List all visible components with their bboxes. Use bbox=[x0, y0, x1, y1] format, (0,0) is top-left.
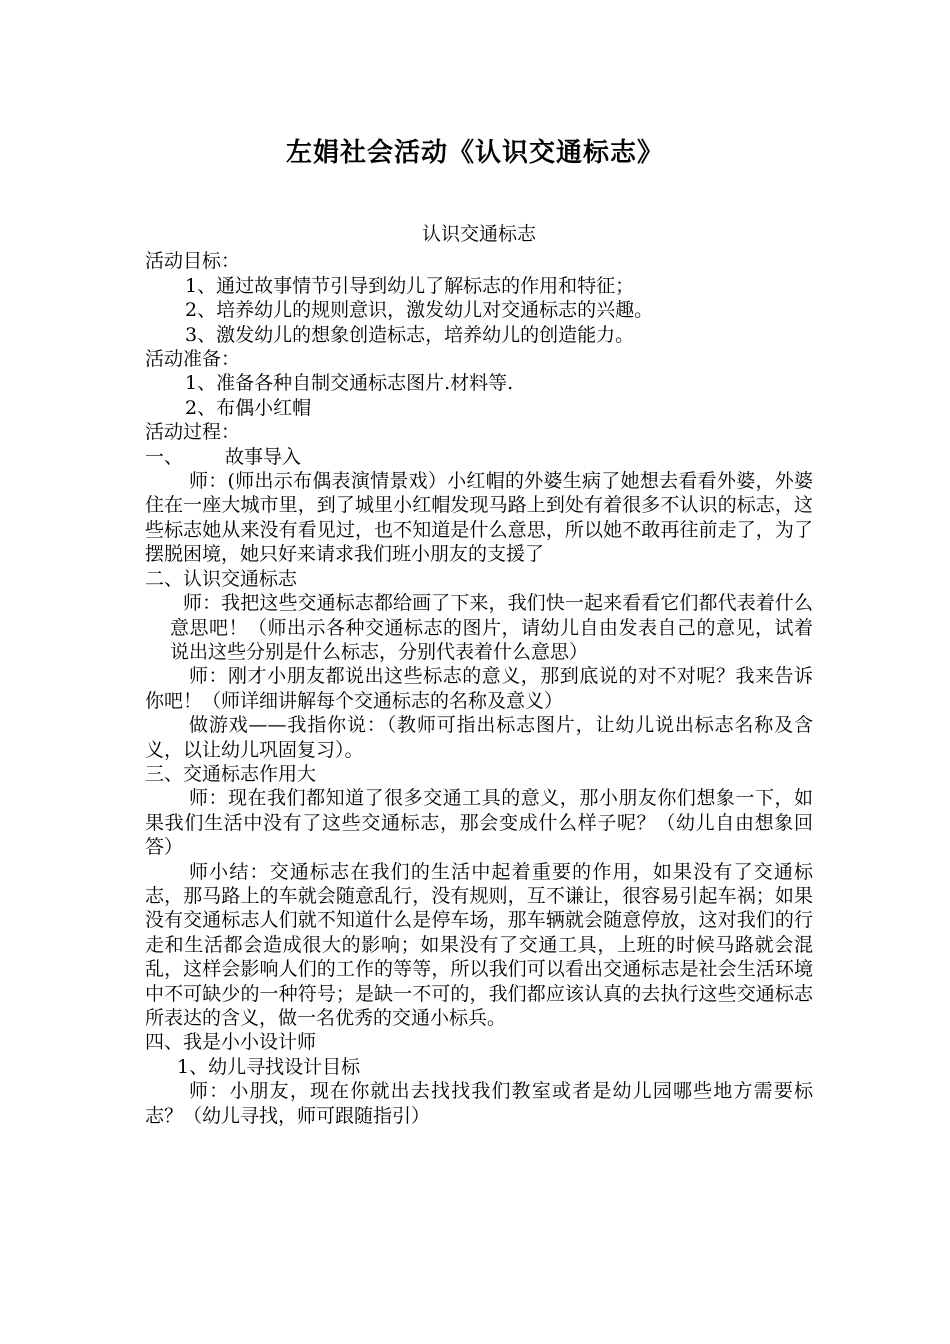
section-4-subheading: 1、幼儿寻找设计目标 bbox=[177, 1055, 361, 1078]
section-1-paragraph: 师：(师出示布偶表演情景戏）小红帽的外婆生病了她想去看看外婆，外婆住在一座大城市里，到了城里小红帽发现马路上到处有着很多不认识的标志，这些标志她从来没有看见过，也不知道是什么意思，所以她不敢再往前走了，为了摆脱困境，她只好来请求我们班小朋友的支援了 bbox=[145, 470, 813, 566]
process-heading: 活动过程： bbox=[145, 421, 241, 444]
section-1-heading bbox=[145, 445, 813, 469]
prep-item-1: 1、准备各种自制交通标志图片.材料等. bbox=[185, 372, 514, 395]
section-4-paragraph-1: 师：小朋友，现在你就出去找找我们教室或者是幼儿园哪些地方需要标志？（幼儿寻找，师可跟随指引） bbox=[145, 1080, 813, 1127]
section-1-title: 故事导入 bbox=[225, 445, 302, 468]
section-4-heading: 四、我是小小设计师 bbox=[145, 1031, 317, 1054]
document-title: 左娟社会活动《认识交通标志》 bbox=[285, 138, 664, 168]
document-subtitle: 认识交通标志 bbox=[421, 223, 536, 245]
section-2-paragraph-3: 做游戏——我指你说：（教师可指出标志图片，让幼儿说出标志名称及含义，以让幼儿巩固复习）。 bbox=[145, 714, 813, 761]
document-body bbox=[145, 222, 813, 1128]
section-2-paragraph-1: 师：我把这些交通标志都给画了下来，我们快一起来看看它们都代表着什么意思吧！（师出示各种交通标志的图片，请幼儿自由发表自己的意见，试着说出这些分别是什么标志，分别代表着什么意思） bbox=[170, 592, 813, 663]
section-2-paragraph-2: 师：刚才小朋友都说出这些标志的意义，那到底说的对不对呢？我来告诉你吧！（师详细讲解每个交通标志的名称及意义） bbox=[145, 665, 813, 712]
section-3-heading: 三、交通标志作用大 bbox=[145, 762, 317, 785]
goal-item-2: 2、培养幼儿的规则意识，激发幼儿对交通标志的兴趣。 bbox=[185, 299, 654, 322]
section-3-paragraph-2: 师小结：交通标志在我们的生活中起着重要的作用，如果没有了交通标志，那马路上的车就会随意乱行，没有规则，互不谦让，很容易引起车祸；如果没有交通标志人们就不知道什么是停车场，那车辆就会随意停放，这对我们的行走和生活都会造成很大的影响；如果没有了交通工具，上班的时候马路就会混乱，这样会影响人们的工作的等等，所以我们可以看出交通标志是社会生活环境中不可缺少的一种符号；是缺一不可的，我们都应该认真的去执行这些交通标志所表达的含义，做一名优秀的交通小标兵。 bbox=[145, 860, 813, 1029]
prep-item-2: 2、布偶小红帽 bbox=[185, 396, 312, 419]
goal-item-1: 1、通过故事情节引导到幼儿了解标志的作用和特征； bbox=[185, 274, 635, 297]
section-3-paragraph-1: 师：现在我们都知道了很多交通工具的意义，那小朋友你们想象一下，如果我们生活中没有了这些交通标志，那会变成什么样子呢？（幼儿自由想象回答） bbox=[145, 787, 813, 859]
section-1-number: 一、 bbox=[145, 445, 184, 468]
goals-heading: 活动目标： bbox=[145, 250, 241, 273]
section-2-heading: 二、认识交通标志 bbox=[145, 567, 298, 590]
prep-heading: 活动准备： bbox=[145, 348, 241, 371]
goal-item-3: 3、激发幼儿的想象创造标志，培养幼儿的创造能力。 bbox=[185, 323, 635, 346]
